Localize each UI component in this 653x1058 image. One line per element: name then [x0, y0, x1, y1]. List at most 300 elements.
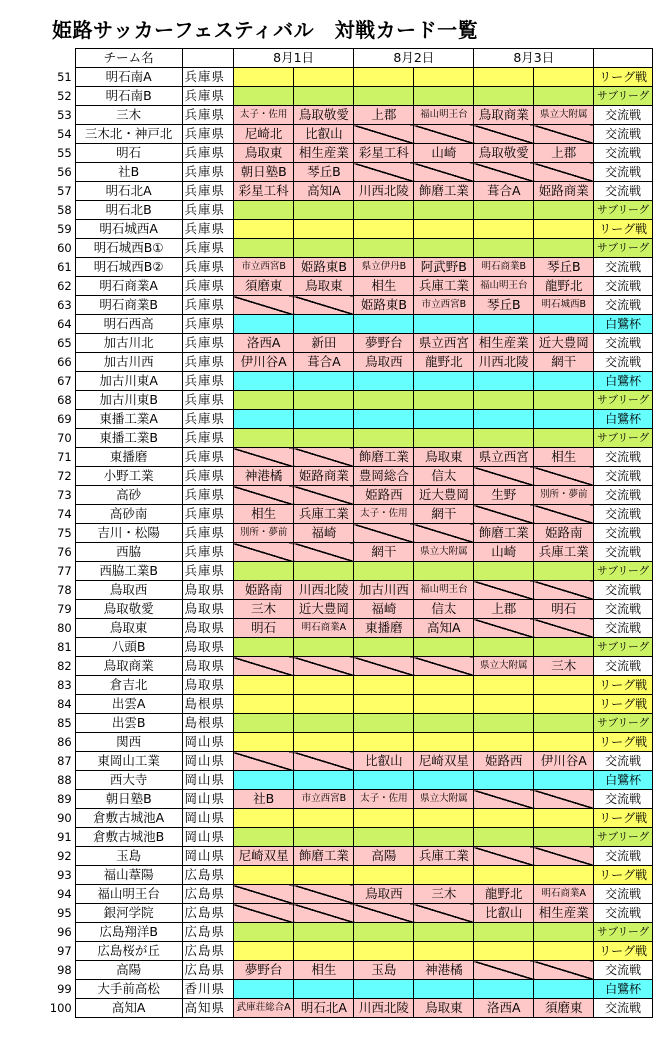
empty-cell	[233, 980, 294, 999]
match-type: 白鷺杯	[594, 410, 653, 429]
opponent-cell: 明石北A	[294, 999, 354, 1018]
empty-cell	[414, 372, 474, 391]
empty-cell	[534, 923, 594, 942]
day1-header: 8月1日	[233, 49, 354, 68]
match-type: 交流戦	[594, 182, 653, 201]
empty-cell	[354, 923, 414, 942]
empty-cell	[474, 68, 534, 87]
prefecture: 兵庫県	[182, 106, 233, 125]
opponent-cell: 姫路西	[474, 752, 534, 771]
empty-cell	[294, 315, 354, 334]
match-type: 白鷺杯	[594, 771, 653, 790]
table-row	[42, 144, 653, 163]
empty-cell	[534, 410, 594, 429]
team-name: 鳥取西	[75, 581, 182, 600]
match-type: 交流戦	[594, 847, 653, 866]
opponent-cell: 網干	[414, 505, 474, 524]
row-number: 97	[57, 944, 72, 958]
table-row	[42, 980, 653, 999]
empty-cell	[354, 410, 414, 429]
empty-cell	[534, 866, 594, 885]
row-number: 68	[57, 393, 72, 407]
empty-cell	[354, 239, 414, 258]
opponent-cell: 三木	[534, 657, 594, 676]
row-number: 93	[57, 868, 72, 882]
opponent-cell: 山崎	[474, 543, 534, 562]
team-name: 高砂	[75, 486, 182, 505]
no-match-cell	[414, 904, 474, 923]
no-match-cell	[294, 543, 354, 562]
opponent-cell: 洛西A	[474, 999, 534, 1018]
empty-cell	[354, 980, 414, 999]
prefecture: 兵庫県	[182, 277, 233, 296]
no-match-cell	[414, 125, 474, 144]
empty-cell	[534, 733, 594, 752]
prefecture: 岡山県	[182, 828, 233, 847]
row-number: 59	[57, 222, 72, 236]
row-number: 98	[57, 963, 72, 977]
prefecture: 兵庫県	[182, 467, 233, 486]
empty-cell	[474, 410, 534, 429]
table-row	[42, 87, 653, 106]
empty-cell	[294, 866, 354, 885]
empty-cell	[534, 201, 594, 220]
row-number: 94	[57, 887, 72, 901]
empty-cell	[474, 676, 534, 695]
row-number: 95	[57, 906, 72, 920]
row-number: 56	[57, 165, 72, 179]
opponent-cell: 明石	[233, 619, 294, 638]
opponent-cell: 川西北陵	[354, 999, 414, 1018]
opponent-cell: 葺合A	[474, 182, 534, 201]
row-number: 90	[57, 811, 72, 825]
match-type: リーグ戦	[594, 220, 653, 239]
team-name: 西脇工業B	[75, 562, 182, 581]
empty-cell	[233, 239, 294, 258]
no-match-cell	[233, 448, 294, 467]
match-type: 交流戦	[594, 144, 653, 163]
opponent-cell: 近大豊岡	[414, 486, 474, 505]
match-type: 交流戦	[594, 296, 653, 315]
row-number: 58	[57, 203, 72, 217]
row-number: 75	[57, 526, 72, 540]
prefecture: 兵庫県	[182, 144, 233, 163]
row-number: 100	[49, 1001, 72, 1015]
prefecture: 兵庫県	[182, 448, 233, 467]
no-match-cell	[414, 657, 474, 676]
team-name: 明石北A	[75, 182, 182, 201]
opponent-cell: 近大豊岡	[534, 334, 594, 353]
prefecture: 兵庫県	[182, 505, 233, 524]
empty-cell	[354, 68, 414, 87]
opponent-cell: 県立大附属	[414, 790, 474, 809]
opponent-cell: 兵庫工業	[414, 277, 474, 296]
empty-cell	[534, 771, 594, 790]
empty-cell	[354, 866, 414, 885]
table-row	[42, 885, 653, 904]
empty-cell	[354, 562, 414, 581]
opponent-cell: 豊岡総合	[354, 467, 414, 486]
prefecture: 兵庫県	[182, 201, 233, 220]
prefecture: 鳥取県	[182, 619, 233, 638]
row-number: 89	[57, 792, 72, 806]
empty-cell	[534, 220, 594, 239]
match-type: 白鷺杯	[594, 372, 653, 391]
team-name: 東播工業A	[75, 410, 182, 429]
empty-cell	[414, 87, 474, 106]
opponent-cell: 信太	[414, 600, 474, 619]
empty-cell	[414, 410, 474, 429]
no-match-cell	[474, 790, 534, 809]
opponent-cell: 彩星工科	[233, 182, 294, 201]
table-row	[42, 562, 653, 581]
empty-cell	[414, 676, 474, 695]
match-type: 交流戦	[594, 163, 653, 182]
table-row	[42, 752, 653, 771]
opponent-cell: 山崎	[414, 144, 474, 163]
prefecture: 鳥取県	[182, 676, 233, 695]
no-match-cell	[474, 847, 534, 866]
opponent-cell: 姫路東B	[354, 296, 414, 315]
match-type: リーグ戦	[594, 676, 653, 695]
table-row	[42, 961, 653, 980]
no-match-cell	[354, 904, 414, 923]
prefecture: 兵庫県	[182, 163, 233, 182]
opponent-cell: 相生産業	[474, 334, 534, 353]
opponent-cell: 琴丘B	[474, 296, 534, 315]
table-row	[42, 714, 653, 733]
empty-cell	[534, 638, 594, 657]
empty-cell	[474, 771, 534, 790]
match-type: サブリーグ	[594, 562, 653, 581]
table-row	[42, 657, 653, 676]
opponent-cell: 鳥取東	[414, 999, 474, 1018]
opponent-cell: 兵庫工業	[414, 847, 474, 866]
prefecture: 兵庫県	[182, 543, 233, 562]
empty-cell	[294, 714, 354, 733]
table-row	[42, 125, 653, 144]
opponent-cell: 須磨東	[233, 277, 294, 296]
table-row	[42, 353, 653, 372]
opponent-cell: 川西北陵	[294, 581, 354, 600]
match-type: 交流戦	[594, 600, 653, 619]
opponent-cell: 高陽	[354, 847, 414, 866]
day2-header: 8月2日	[354, 49, 474, 68]
no-match-cell	[354, 125, 414, 144]
opponent-cell: 伊川谷A	[534, 752, 594, 771]
opponent-cell: 太子・佐用	[354, 505, 414, 524]
empty-cell	[233, 410, 294, 429]
team-name: 明石商業A	[75, 277, 182, 296]
opponent-cell: 福崎	[294, 524, 354, 543]
opponent-cell: 相生産業	[294, 144, 354, 163]
empty-cell	[474, 87, 534, 106]
empty-cell	[414, 695, 474, 714]
row-number: 55	[57, 146, 72, 160]
row-number: 62	[57, 279, 72, 293]
empty-cell	[534, 562, 594, 581]
opponent-cell: 鳥取商業	[474, 106, 534, 125]
opponent-cell: 県立西宮	[414, 334, 474, 353]
team-name: 西脇	[75, 543, 182, 562]
no-match-cell	[414, 524, 474, 543]
no-match-cell	[294, 296, 354, 315]
team-name: 加古川北	[75, 334, 182, 353]
match-type: サブリーグ	[594, 429, 653, 448]
opponent-cell: 相生産業	[534, 904, 594, 923]
prefecture: 岡山県	[182, 771, 233, 790]
table-row	[42, 733, 653, 752]
opponent-cell: 鳥取敬愛	[474, 144, 534, 163]
empty-cell	[474, 201, 534, 220]
match-type: 交流戦	[594, 106, 653, 125]
no-match-cell	[233, 543, 294, 562]
opponent-cell: 彩星工科	[354, 144, 414, 163]
table-row	[42, 790, 653, 809]
prefecture: 岡山県	[182, 752, 233, 771]
opponent-cell: 姫路東B	[294, 258, 354, 277]
match-type: 白鷺杯	[594, 315, 653, 334]
team-name: 小野工業	[75, 467, 182, 486]
pref-header	[182, 49, 233, 68]
empty-cell	[414, 809, 474, 828]
table-row	[42, 106, 653, 125]
no-match-cell	[474, 581, 534, 600]
opponent-cell: 社B	[233, 790, 294, 809]
match-type: 交流戦	[594, 752, 653, 771]
no-match-cell	[294, 885, 354, 904]
table-row	[42, 999, 653, 1018]
team-name: 明石城西B①	[75, 239, 182, 258]
opponent-cell: 尼崎双星	[414, 752, 474, 771]
empty-cell	[233, 638, 294, 657]
opponent-cell: 信太	[414, 467, 474, 486]
row-number: 64	[57, 317, 72, 331]
prefecture: 兵庫県	[182, 562, 233, 581]
table-row	[42, 410, 653, 429]
team-name: 明石商業B	[75, 296, 182, 315]
opponent-cell: 鳥取西	[354, 353, 414, 372]
opponent-cell: 琴丘B	[534, 258, 594, 277]
prefecture: 兵庫県	[182, 125, 233, 144]
match-type: リーグ戦	[594, 695, 653, 714]
no-match-cell	[474, 163, 534, 182]
no-match-cell	[233, 296, 294, 315]
opponent-cell: 上郡	[354, 106, 414, 125]
empty-cell	[354, 201, 414, 220]
table-row	[42, 904, 653, 923]
opponent-cell: 姫路商業	[294, 467, 354, 486]
table-row	[42, 467, 653, 486]
opponent-cell: 三木	[414, 885, 474, 904]
team-name: 東播磨	[75, 448, 182, 467]
prefecture: 兵庫県	[182, 410, 233, 429]
empty-cell	[414, 391, 474, 410]
opponent-cell: 高知A	[414, 619, 474, 638]
table-row	[42, 809, 653, 828]
opponent-cell: 姫路西	[354, 486, 414, 505]
opponent-cell: 県立西宮	[474, 448, 534, 467]
match-type: サブリーグ	[594, 638, 653, 657]
empty-cell	[534, 809, 594, 828]
empty-cell	[233, 315, 294, 334]
empty-cell	[534, 828, 594, 847]
no-match-cell	[233, 752, 294, 771]
opponent-cell: 福山明王台	[414, 106, 474, 125]
table-row	[42, 372, 653, 391]
row-number: 76	[57, 545, 72, 559]
empty-cell	[354, 372, 414, 391]
empty-cell	[414, 923, 474, 942]
opponent-cell: 飾磨工業	[354, 448, 414, 467]
opponent-cell: 鳥取東	[294, 277, 354, 296]
empty-cell	[474, 828, 534, 847]
empty-cell	[233, 866, 294, 885]
no-match-cell	[474, 961, 534, 980]
table-row	[42, 201, 653, 220]
opponent-cell: 相生	[354, 277, 414, 296]
empty-cell	[294, 220, 354, 239]
row-number: 69	[57, 412, 72, 426]
empty-cell	[294, 562, 354, 581]
empty-cell	[474, 980, 534, 999]
table-row	[42, 239, 653, 258]
prefecture: 兵庫県	[182, 524, 233, 543]
empty-cell	[414, 942, 474, 961]
prefecture: 広島県	[182, 904, 233, 923]
table-row	[42, 828, 653, 847]
empty-cell	[354, 315, 414, 334]
page-title: 姫路サッカーフェスティバル 対戦カード一覧	[52, 18, 479, 42]
empty-cell	[294, 372, 354, 391]
match-type: 交流戦	[594, 524, 653, 543]
opponent-cell: 龍野北	[474, 885, 534, 904]
opponent-cell: 鳥取敬愛	[294, 106, 354, 125]
header-row	[42, 49, 653, 68]
team-name: 倉敷古城池A	[75, 809, 182, 828]
opponent-cell: 太子・佐用	[354, 790, 414, 809]
empty-cell	[534, 239, 594, 258]
no-match-cell	[414, 163, 474, 182]
row-number: 52	[57, 89, 72, 103]
type-header	[594, 49, 653, 68]
table-row	[42, 315, 653, 334]
match-type: 交流戦	[594, 657, 653, 676]
prefecture: 高知県	[182, 999, 233, 1018]
opponent-cell: 武庫荘総合A	[233, 999, 294, 1018]
empty-cell	[233, 87, 294, 106]
match-type: 交流戦	[594, 486, 653, 505]
opponent-cell: 夢野台	[354, 334, 414, 353]
prefecture: 兵庫県	[182, 391, 233, 410]
empty-cell	[474, 695, 534, 714]
empty-cell	[414, 562, 474, 581]
empty-cell	[354, 638, 414, 657]
row-number: 60	[57, 241, 72, 255]
row-number: 78	[57, 583, 72, 597]
empty-cell	[294, 980, 354, 999]
prefecture: 鳥取県	[182, 638, 233, 657]
row-number: 77	[57, 564, 72, 578]
team-header: チーム名	[75, 49, 182, 68]
empty-cell	[534, 942, 594, 961]
table-row	[42, 771, 653, 790]
empty-cell	[233, 220, 294, 239]
row-number: 83	[57, 678, 72, 692]
prefecture: 兵庫県	[182, 372, 233, 391]
opponent-cell: 相生	[233, 505, 294, 524]
team-name: 明石西高	[75, 315, 182, 334]
opponent-cell: 琴丘B	[294, 163, 354, 182]
table-row	[42, 942, 653, 961]
opponent-cell: 伊川谷A	[233, 353, 294, 372]
no-match-cell	[294, 657, 354, 676]
opponent-cell: 夢野台	[233, 961, 294, 980]
team-name: 加古川東A	[75, 372, 182, 391]
match-type: サブリーグ	[594, 923, 653, 942]
empty-cell	[294, 410, 354, 429]
team-name: 大手前高松	[75, 980, 182, 999]
opponent-cell: 神港橘	[414, 961, 474, 980]
empty-cell	[294, 942, 354, 961]
opponent-cell: 明石商業B	[474, 258, 534, 277]
opponent-cell: 龍野北	[534, 277, 594, 296]
match-type: 白鷺杯	[594, 980, 653, 999]
no-match-cell	[233, 486, 294, 505]
prefecture: 兵庫県	[182, 68, 233, 87]
table-row	[42, 638, 653, 657]
match-type: 交流戦	[594, 790, 653, 809]
empty-cell	[294, 68, 354, 87]
row-number: 54	[57, 127, 72, 141]
team-name: 高知A	[75, 999, 182, 1018]
prefecture: 兵庫県	[182, 239, 233, 258]
row-number: 88	[57, 773, 72, 787]
row-number: 72	[57, 469, 72, 483]
row-number: 57	[57, 184, 72, 198]
empty-cell	[354, 220, 414, 239]
prefecture: 広島県	[182, 942, 233, 961]
empty-cell	[354, 391, 414, 410]
opponent-cell: 福山明王台	[474, 277, 534, 296]
empty-cell	[474, 809, 534, 828]
empty-cell	[294, 733, 354, 752]
row-number: 67	[57, 374, 72, 388]
team-name: 社B	[75, 163, 182, 182]
row-number: 96	[57, 925, 72, 939]
team-name: 明石南B	[75, 87, 182, 106]
no-match-cell	[534, 847, 594, 866]
match-type: サブリーグ	[594, 201, 653, 220]
opponent-cell: 葺合A	[294, 353, 354, 372]
opponent-cell: 上郡	[534, 144, 594, 163]
empty-cell	[294, 87, 354, 106]
opponent-cell: 鳥取東	[233, 144, 294, 163]
opponent-cell: 川西北陵	[354, 182, 414, 201]
row-number: 91	[57, 830, 72, 844]
row-number: 66	[57, 355, 72, 369]
table-row	[42, 163, 653, 182]
opponent-cell: 近大豊岡	[294, 600, 354, 619]
opponent-cell: 県立大附属	[534, 106, 594, 125]
table-row	[42, 296, 653, 315]
opponent-cell: 川西北陵	[474, 353, 534, 372]
empty-cell	[294, 828, 354, 847]
schedule-table	[42, 48, 653, 1018]
empty-cell	[294, 638, 354, 657]
table-row	[42, 277, 653, 296]
row-number: 79	[57, 602, 72, 616]
